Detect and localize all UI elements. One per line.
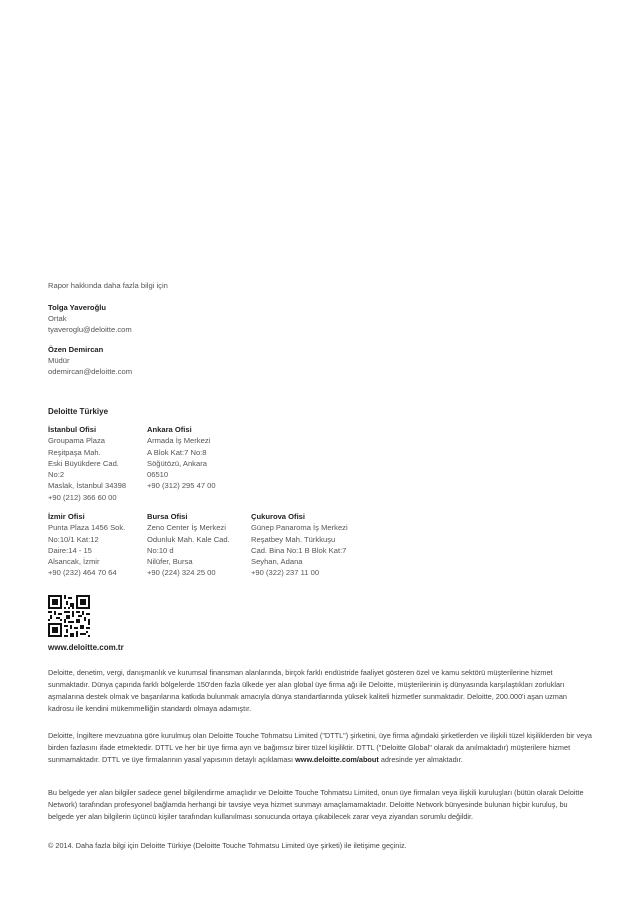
copyright-text: © 2014. Daha fazla bilgi için Deloitte Türkiye (Deloitte Touche Tohmatsu Limited üye şirketi) ile iletişime geçiniz. <box>48 841 407 850</box>
office-line: 06510 <box>147 470 169 480</box>
qr-code-icon[interactable] <box>48 595 90 637</box>
office-line: Daire:14 - 15 <box>48 545 92 555</box>
office-line: Söğütözü, Ankara <box>147 458 207 468</box>
office-cukurova <box>251 511 381 579</box>
about-link[interactable]: www.deloitte.com/about <box>295 755 379 764</box>
company-title: Deloitte Türkiye <box>48 407 109 416</box>
office-line: Reşatbey Mah. Türkkuşu <box>251 534 336 544</box>
office-ankara <box>147 424 257 492</box>
office-phone: +90 (322) 237 11 00 <box>251 568 320 578</box>
office-title: Çukurova Ofisi <box>251 512 306 521</box>
office-line: Armada İş Merkezi <box>147 436 211 446</box>
office-phone: +90 (224) 324 25 00 <box>147 568 216 578</box>
office-line: Alsancak, İzmir <box>48 557 100 567</box>
contact-role: Ortak <box>48 314 67 324</box>
office-bursa <box>147 511 257 579</box>
website-link[interactable]: www.deloitte.com.tr <box>48 643 124 652</box>
office-line: A Blok Kat:7 No:8 <box>147 447 207 457</box>
office-line: Günep Panaroma İş Merkezi <box>251 523 348 533</box>
office-line: No:2 <box>48 470 65 480</box>
office-phone: +90 (232) 464 70 64 <box>48 568 117 578</box>
office-line: Seyhan, Adana <box>251 557 303 567</box>
office-line: Cad. Bina No:1 B Blok Kat:7 <box>251 545 347 555</box>
legal-text: Deloitte, İngiltere mevzuatına göre kurulmuş olan Deloitte Touche Tohmatsu Limited ("DTTL") şirketini, üye firma ağındaki şirketlerden ve ilişkili tüzel kişiliklerden bir veya birden fazlasını ifade etmektedir. DTTL ve her bir üye firma ayrı ve bağımsız birer tüzel kişiliktir. DTTL ("Deloitte Global" olarak da anılmaktadır) müşterilere hizmet sunmamaktadır. DTTL ve üye firmalarının yasal yapısının detaylı açıklaması <box>48 731 592 764</box>
contact-card <box>48 344 132 378</box>
office-line: Nilüfer, Bursa <box>147 557 193 567</box>
contact-name: Özen Demircan <box>48 345 104 354</box>
office-istanbul <box>48 424 158 503</box>
office-line: Zeno Center İş Merkezi <box>147 523 226 533</box>
office-line: Odunluk Mah. Kale Cad. <box>147 534 230 544</box>
legal-paragraph <box>48 730 593 766</box>
office-title: İstanbul Ofisi <box>48 425 97 434</box>
contact-email[interactable]: odemircan@deloitte.com <box>48 367 133 377</box>
office-line: Groupama Plaza <box>48 436 105 446</box>
office-title: Bursa Ofisi <box>147 512 188 521</box>
contact-card <box>48 302 132 336</box>
office-line: Punta Plaza 1456 Sok. <box>48 523 126 533</box>
office-line: Eski Büyükdere Cad. <box>48 458 119 468</box>
office-izmir <box>48 511 158 579</box>
contact-role: Müdür <box>48 356 70 366</box>
disclaimer-paragraph: Bu belgede yer alan bilgiler sadece genel bilgilendirme amaçlıdır ve Deloitte Touche Tohmatsu Limited, onun üye firmaları veya ilişkili kuruluşları (bütün olarak Deloitte Network) tarafından profesyonel bağlamda herhangi bir tavsiye veya hizmet sunmayı amaçlamamaktadır. Deloitte Network bünyesinde bulunan hiçbir kuruluş, bu belgede yer alan bilgilerin üçüncü kişiler tarafından kullanılması sonucunda ortaya çıkabilecek zarar veya ziyandan sorumlu değildir. <box>48 788 584 821</box>
office-title: Ankara Ofisi <box>147 425 192 434</box>
office-phone: +90 (312) 295 47 00 <box>147 481 216 491</box>
office-phone: +90 (212) 366 60 00 <box>48 492 117 502</box>
office-title: İzmir Ofisi <box>48 512 85 521</box>
about-paragraph: Deloitte, denetim, vergi, danışmanlık ve kurumsal finansman alanlarında, birçok farklı endüstride faaliyet gösteren özel ve kamu sektörü müşterilerine hizmet sunmaktadır. Dünya çapında farklı bölgelerde 150'den fazla ülkede yer alan global üye firma ağı ile Deloitte, müşterilerinin iş dünyasında karşılaştıkları zorlukları aşmalarına destek olmak ve başarılarına katkıda bulunmak amacıyla dünya standartlarında yüksek kaliteli hizmetler sunmaktadır. Deloitte, 200.000'i aşan uzman kadrosu ile kendini mükemmelliğin standardı olmaya adamıştır. <box>48 668 567 713</box>
office-line: Reşitpaşa Mah. <box>48 447 101 457</box>
contact-email[interactable]: tyaveroglu@deloitte.com <box>48 325 132 335</box>
legal-text-end: adresinde yer almaktadır. <box>380 755 463 764</box>
contact-name: Tolga Yaveroğlu <box>48 303 106 312</box>
intro-text: Rapor hakkında daha fazla bilgi için <box>48 281 168 290</box>
office-line: Maslak, İstanbul 34398 <box>48 481 127 491</box>
office-line: No:10/1 Kat:12 <box>48 534 99 544</box>
office-line: No:10 d <box>147 545 174 555</box>
